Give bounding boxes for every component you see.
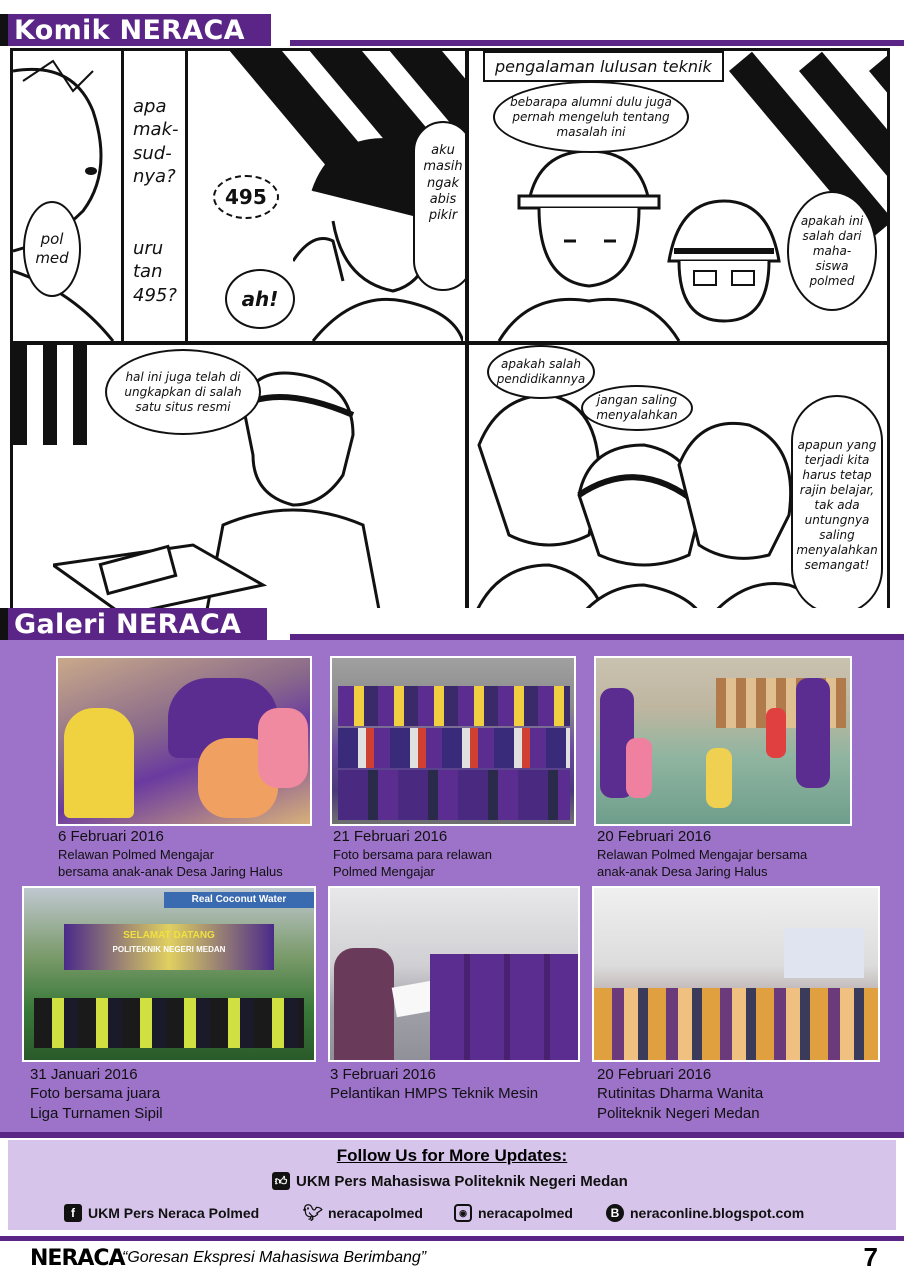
footer-top-rule [0,1236,904,1241]
gallery-photo-5 [328,886,580,1062]
comic-panel-1 [10,48,468,344]
gallery-section-title: Galeri NERACA [0,608,267,640]
speech-bubble-polmed: pol med [23,201,81,297]
students-line [430,954,578,1062]
coconut-water-sign: Real Coconut Water [164,892,314,908]
group-row-middle [338,728,570,768]
gallery-caption-date: 3 Februari 2016 [330,1066,436,1083]
gallery-section-header [0,608,904,642]
gallery-caption-text: bersama anak-anak Desa Jaring Halus [58,864,283,879]
audience-rows [594,988,880,1062]
blogger-icon: B [606,1204,624,1222]
gallery-caption-text: Foto bersama para relawan [333,847,492,862]
volunteer-right [796,678,830,788]
speech-bubble-situs-resmi: hal ini juga telah di ungkapkan di salah satu situs resmi [105,349,261,435]
child-pink-shirt [258,708,308,788]
gallery-photo-2 [330,656,576,826]
speech-bubble-aku: aku masih ngak abis pikir [413,121,468,291]
facebook-handle: UKM Pers Neraca Polmed [88,1205,260,1221]
follow-title: Follow Us for More Updates: [336,1146,568,1165]
comic-section-title: Komik NERACA [0,14,271,46]
speech-bubble-pendidikan: apakah salah pendidikannya [487,345,595,399]
panel-3-stripe [13,345,27,445]
group-row-front [338,770,570,820]
follow-section [0,1132,904,1236]
projector-screen [784,928,864,978]
child-yellow-shirt [64,708,134,818]
speech-bubble-semangat: apapun yang terjadi kita harus tetap rajin belajar, tak ada untungnya saling menyalahkan semangat! [791,395,883,615]
speech-bubble-alumni: bebarapa alumni dulu juga pernah mengeluh tentang masalah ini [493,81,689,153]
speaker-man [334,948,394,1062]
comic-panel-2 [466,48,890,344]
gallery-caption-date: 21 Februari 2016 [333,828,448,845]
gallery-caption-text: Politeknik Negeri Medan [597,1105,760,1122]
comic-section-header [0,14,904,48]
comic-panel-4 [466,342,890,634]
blog-url: neraconline.blogspot.com [630,1205,805,1221]
speech-bubble-salah-mahasiswa: apakah ini salah dari maha-siswa polmed [787,191,877,311]
footer-tagline: “Goresan Ekspresi Mahasiswa Berimbang” [122,1249,427,1266]
gallery-caption-date: 31 Januari 2016 [30,1066,138,1083]
comic-panel-3 [10,342,468,634]
blog-link[interactable] [606,1204,804,1222]
gallery-caption-date: 20 Februari 2016 [597,828,712,845]
gallery-caption-text: Liga Turnamen Sipil [30,1105,163,1122]
text-urutan-495: uru tan 495? [133,238,177,306]
panel-1-girl-drawing [13,51,123,341]
gallery-caption-date: 20 Februari 2016 [597,1066,712,1083]
gallery-photo-6 [592,886,880,1062]
gallery-caption-text: Pelantikan HMPS Teknik Mesin [330,1085,539,1102]
facebook-icon: f [64,1204,82,1222]
gallery-caption-text: Relawan Polmed Mengajar [58,847,215,862]
gallery-caption-text: anak-anak Desa Jaring Halus [597,864,768,879]
facebook-page-link[interactable] [272,1172,628,1190]
child-pink [626,738,652,798]
gallery-caption-text: Rutinitas Dharma Wanita [597,1085,764,1102]
twitter-icon: 🐦︎ [302,1205,324,1222]
gallery-caption-text: Relawan Polmed Mengajar bersama [597,847,808,862]
players-row [34,998,304,1048]
facebook-link[interactable] [64,1204,259,1222]
instagram-icon: ◉ [454,1204,472,1222]
text-495-burst: 495 [213,175,279,219]
facebook-page-name: UKM Pers Mahasiswa Politeknik Negeri Medan [296,1172,628,1190]
photo-gallery [0,640,904,1132]
group-row-back [338,686,570,726]
neraca-logo: NERACA [30,1246,125,1271]
gallery-caption-date: 6 Februari 2016 [58,828,164,845]
comic-strip [10,48,890,632]
speech-bubble-jangan-saling: jangan saling menyalahkan [581,385,693,431]
welcome-banner: SELAMAT DATANG POLITEKNIK NEGERI MEDAN [64,924,274,970]
panel-2-girl-drawing [649,191,799,341]
thumbs-up-icon: 👍︎ [272,1172,290,1190]
comic-header-rule [290,40,904,46]
child-red [766,708,786,758]
page-footer [0,1236,904,1280]
twitter-handle: neracapolmed [328,1205,423,1221]
instagram-link[interactable] [454,1204,573,1222]
twitter-link[interactable] [304,1204,423,1222]
speech-bubble-ah: ah! [225,269,295,329]
follow-top-rule [0,1132,904,1138]
text-apa-maksudnya: apa mak- sud- nya? [133,96,179,188]
page-number: 7 [863,1242,878,1272]
gallery-photo-1 [56,656,312,826]
gallery-caption-text: Foto bersama juara [30,1085,161,1102]
panel-1-divider [185,51,188,341]
panel-2-caption: pengalaman lulusan teknik [483,51,724,82]
gallery-photo-3 [594,656,852,826]
child-yellow [706,748,732,808]
gallery-photo-4 [22,886,316,1062]
follow-panel [8,1140,896,1230]
gallery-caption-text: Polmed Mengajar [333,864,435,879]
instagram-handle: neracapolmed [478,1205,573,1221]
